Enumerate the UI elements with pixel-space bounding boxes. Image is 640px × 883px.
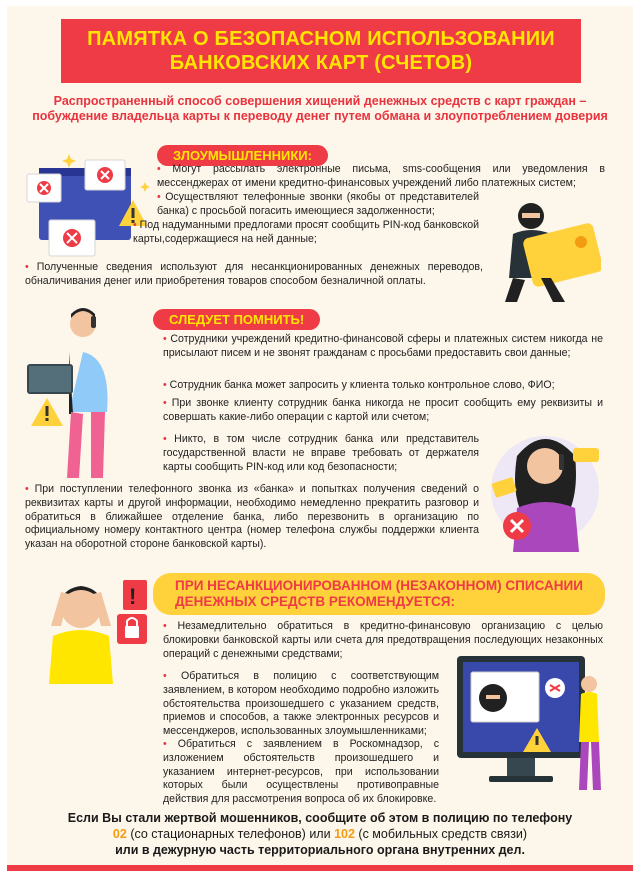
remember-item-4-text: Никто, в том числе сотрудник банка или представитель государственной власти не вправе требовать от держателя карты сообщить PIN-код или код безопасности; [163,433,479,473]
title-banner [61,19,581,83]
remember-item-5: • При поступлении телефонного звонка из «банка» и попытках получения сведений о реквизитах карты и другой информации, необходимо немедленно прекратить разговор и обратиться в ближайшее отделение банка, либо перезвонить в организацию по официальному номеру контактного центра (номер телефона службы поддержки клиента указан на оборотной стороне банковской карты). [25,483,480,551]
footer-line-2 [27,826,613,842]
bottom-accent-bar [7,865,633,871]
remember-item-2-text: Сотрудник банка может запросить у клиента только контрольное слово, ФИО; [169,379,555,391]
remember-item-4: • Никто, в том числе сотрудник банка или представитель государственной власти не вправе требовать от держателя карты сообщить PIN-код или код безопасности; [163,433,479,473]
fraudsters-item-2-text: Осуществляют телефонные звонки (якобы от представителей банка) с просьбой погасить имеющиеся задолженности; [157,191,479,217]
title-line-1: ПАМЯТКА О БЕЗОПАСНОМ ИСПОЛЬЗОВАНИИ [87,28,555,50]
phone-102: 102 [334,827,355,841]
title-line-2: БАНКОВСКИХ КАРТ (СЧЕТОВ) [169,52,473,74]
phone-02: 02 [112,827,127,841]
footer-note-1: (со стационарных телефонов) или [130,827,331,841]
fraudsters-item-2: • Осуществляют телефонные звонки (якобы от представителей банка) с просьбой погасить имеющиеся задолженности; [157,191,479,217]
footer-note-2: (с мобильных средств связи) [358,827,528,841]
unauthorized-item-3: • Обратиться с заявлением в Роскомнадзор, с изложением обстоятельств произошедшего и указанием интернет-ресурсов, при использовании которых были осуществлены противоправные действия для рассмотрения вопроса об их блокировке. [163,738,439,806]
unauthorized-heading-line-1: ПРИ НЕСАНКЦИОНИРОВАННОМ (НЕЗАКОННОМ) СПИСАНИИ [175,578,583,593]
fraudsters-item-3: • Под надуманными предлогами просят сообщить PIN-код банковской карты,содержащиеся на ней данные; [133,219,480,245]
fraudsters-item-1-text: Могут рассылать электронные письма, sms-сообщения или уведомления в мессенджерах от имени кредитно-финансовых учреждений либо платежных систем; [157,163,605,189]
fraudsters-item-1: • Могут рассылать электронные письма, sms-сообщения или уведомления в мессенджерах от имени кредитно-финансовых учреждений либо платежных систем; [157,163,605,189]
unauthorized-item-1: • Незамедлительно обратиться в кредитно-финансовую организацию с целью блокировки банковской карты или счета для предотвращения последующих незаконных операций с денежными средствами; [163,620,603,660]
intro-line-1: Распространенный способ совершения хищений денежных средств с карт граждан – [53,94,587,108]
intro-text [27,94,613,124]
remember-item-3-text: При звонке клиенту сотрудник банка никогда не просит сообщить ему реквизиты и совершать какие-либо операции с картой или счетом; [163,397,603,423]
remember-item-1: • Сотрудники учреждений кредитно-финансовой сферы и платежных систем никогда не присылают писем и не звонят гражданам с просьбами предоставить свои данные; [163,333,603,359]
intro-line-2: побуждение владельца карты к переводу денег путем обмана и злоупотреблением доверия [32,109,608,123]
remember-item-2: • Сотрудник банка может запросить у клиента только контрольное слово, ФИО; [163,379,555,391]
notification-windows-icon [25,146,153,276]
unauthorized-item-3-text: Обратиться с заявлением в Роскомнадзор, с изложением обстоятельств произошедшего и указанием интернет-ресурсов, при использовании которых были осуществлены противоправные действия для рассмотрения вопроса об их блокировке. [163,738,439,806]
remember-heading: СЛЕДУЕТ ПОМНИТЬ! [153,309,320,330]
fraudsters-heading: ЗЛОУМЫШЛЕННИКИ: [157,145,328,166]
remember-item-5-text: При поступлении телефонного звонка из «банка» и попытках получения сведений о реквизитах карты и другой информации, необходимо немедленно прекратить разговор и обратиться в ближайшее отделение банка, либо перезвонить в организацию по официальному номеру контактного центра (номер телефона службы поддержки клиента указан на оборотной стороне банковской карты). [25,483,480,551]
unauthorized-item-2: • Обратиться в полицию с соответствующим заявлением, в котором необходимо подробно изложить обстоятельства произошедшего с указанием средств, приемов и способов, а также электронных ресурсов и мессенджеров, использованных злоумышленниками; [163,670,439,738]
remember-item-1-text: Сотрудники учреждений кредитно-финансовой сферы и платежных систем никогда не присылают писем и не звонят гражданам с просьбами предоставить свои данные; [163,333,603,359]
fraudsters-item-3-text: Под надуманными предлогами просят сообщить PIN-код банковской карты,содержащиеся на ней данные; [133,219,480,245]
unauthorized-heading [153,573,605,615]
fraudsters-item-4-text: Полученные сведения используют для несанкционированных денежных переводов, обналичивания денег или приобретения товаров способом безналичной оплаты. [25,261,483,287]
unauthorized-item-1-text: Незамедлительно обратиться в кредитно-финансовую организацию с целью блокировки банковской карты или счета для предотвращения последующих незаконных операций с денежными средствами; [163,620,603,660]
remember-item-3: • При звонке клиенту сотрудник банка никогда не просит сообщить ему реквизиты и совершать какие-либо операции с картой или счетом; [163,397,603,423]
man-with-phone-laptop-icon [25,302,125,482]
woman-with-phone-card-icon [487,416,607,556]
footer-line-1: Если Вы стали жертвой мошенников, сообщите об этом в полицию по телефону [67,811,573,825]
unauthorized-item-2-text: Обратиться в полицию с соответствующим заявлением, в котором необходимо подробно изложить обстоятельства произошедшего с указанием средств, приемов и способов, а также электронных ресурсов и мессенджеров, использованных злоумышленниками; [163,670,439,738]
fraudsters-item-4: • Полученные сведения используют для несанкционированных денежных переводов, обналичивания денег или приобретения товаров способом безналичной оплаты. [25,261,483,287]
unauthorized-heading-line-2: ДЕНЕЖНЫХ СРЕДСТВ РЕКОМЕНДУЕТСЯ: [175,594,455,609]
footer-notice [27,810,613,858]
thief-with-card-icon [491,194,601,304]
leaflet-page [7,6,633,871]
svg-text:!: ! [129,584,137,609]
hacker-monitor-icon [451,650,611,800]
footer-line-3: или в дежурную часть территориального органа внутренних дел. [115,843,525,857]
shocked-man-icon [25,566,155,686]
